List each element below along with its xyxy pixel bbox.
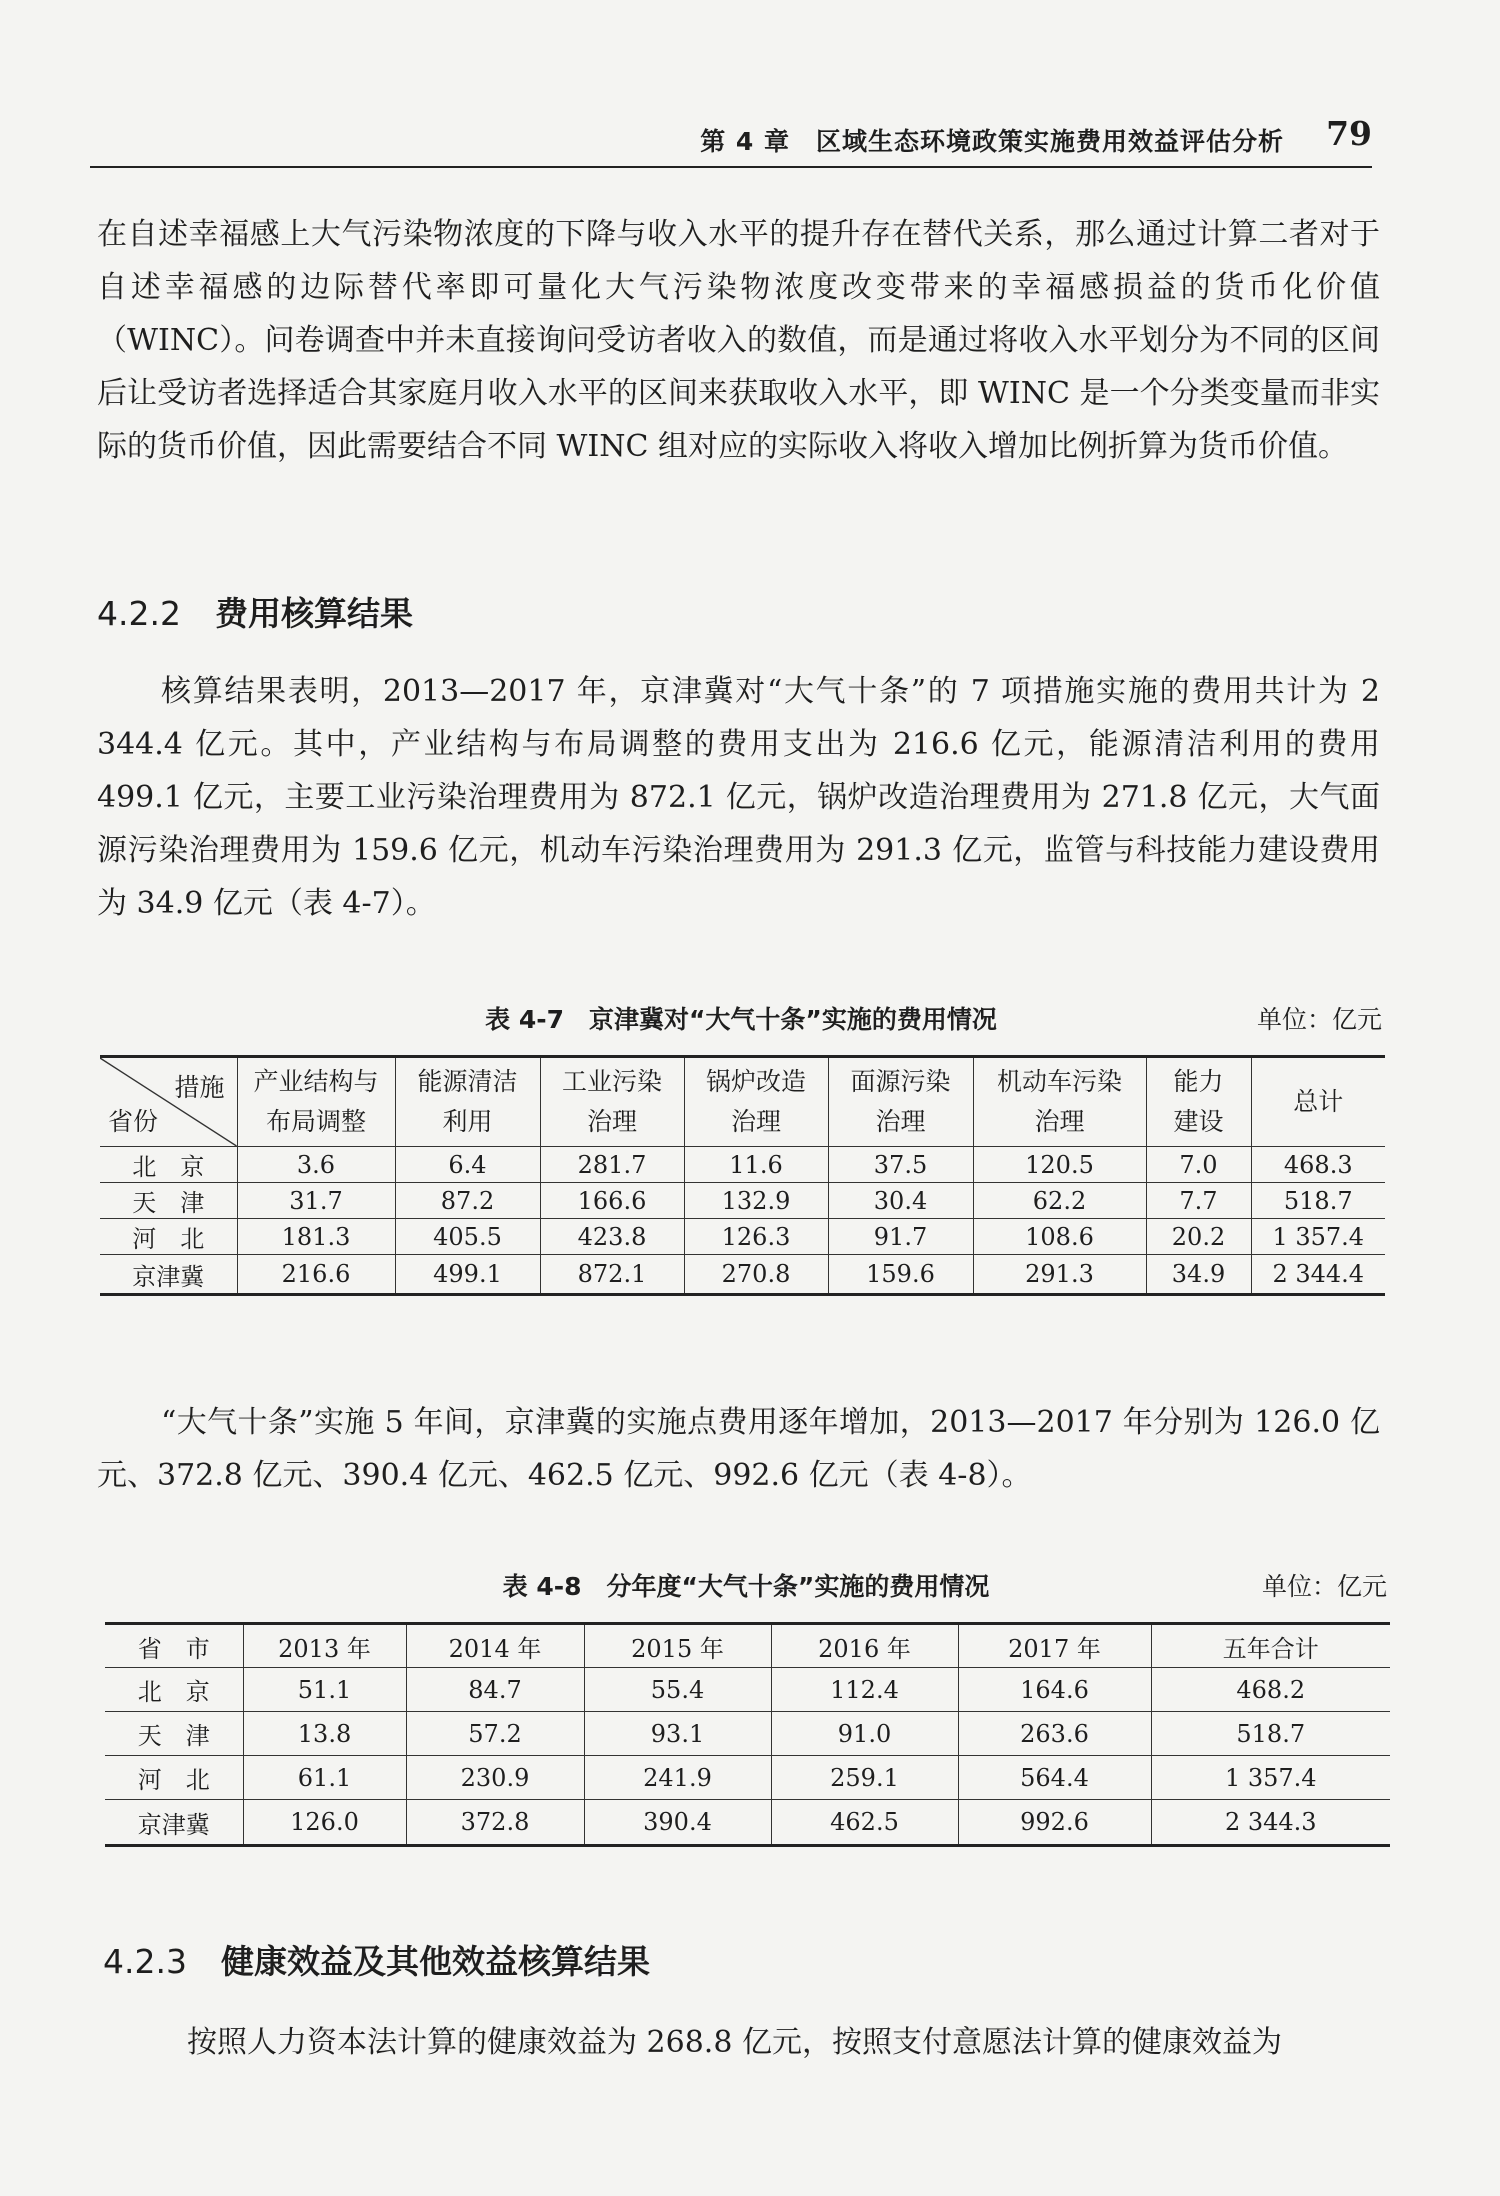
table-cell: 468.3: [1251, 1147, 1385, 1183]
table-4-8-column-header: 省 市: [105, 1624, 243, 1668]
running-header: [90, 112, 1372, 168]
row-label: 河 北: [105, 1756, 243, 1800]
table-4-8-column-header: 2017 年: [958, 1624, 1151, 1668]
cost-results-paragraph: 核算结果表明，2013—2017 年，京津冀对“大气十条”的 7 项措施实施的费用共计为 2 344.4 亿元。其中，产业结构与布局调整的费用支出为 216.6 亿元，能源清洁利用的费用 499.1 亿元，主要工业污染治理费用为 872.1 亿元，锅炉改造治理费用为 271.8 亿元，大气面源污染治理费用为 159.6 亿元，机动车污染治理费用为 291.3 亿元，监管与科技能力建设费用为 34.9 亿元（表 4-7）。: [97, 674, 1380, 921]
table-row: [100, 1255, 1385, 1295]
table-cell: 1 357.4: [1251, 1219, 1385, 1255]
table-cell: 51.1: [243, 1668, 406, 1712]
table-cell: 120.5: [973, 1147, 1146, 1183]
table-cell: 372.8: [406, 1800, 584, 1846]
table-cell: 108.6: [973, 1219, 1146, 1255]
row-label: 天 津: [105, 1712, 243, 1756]
table-row: [105, 1668, 1390, 1712]
table-cell: 34.9: [1146, 1255, 1251, 1295]
header-line: 产业结构与: [253, 1067, 379, 1096]
section-heading-4-2-3: [103, 1936, 650, 1983]
header-line: 治理: [730, 1107, 781, 1136]
table-cell: 468.2: [1151, 1668, 1390, 1712]
table-cell: 6.4: [395, 1147, 540, 1183]
table-4-7-column-header: [237, 1057, 395, 1147]
table-cell: 259.1: [771, 1756, 958, 1800]
table-4-8-caption-row: [105, 1567, 1387, 1607]
table-cell: 564.4: [958, 1756, 1151, 1800]
table-cell: 11.6: [684, 1147, 828, 1183]
table-row: [105, 1756, 1390, 1800]
table-row: [100, 1183, 1385, 1219]
table-cell: 87.2: [395, 1183, 540, 1219]
corner-label-province: 省份: [108, 1107, 159, 1136]
header-line: 能源清洁: [417, 1067, 518, 1096]
table-4-7: [100, 1055, 1385, 1296]
health-benefit-paragraph: 按照人力资本法计算的健康效益为 268.8 亿元，按照支付意愿法计算的健康效益为: [187, 2025, 1282, 2060]
table-cell: 164.6: [958, 1668, 1151, 1712]
table-cell: 518.7: [1251, 1183, 1385, 1219]
table-cell: 7.7: [1146, 1183, 1251, 1219]
table-cell: 241.9: [584, 1756, 771, 1800]
table-4-7-column-header: [395, 1057, 540, 1147]
table-row: [105, 1712, 1390, 1756]
annual-cost-paragraph: “大气十条”实施 5 年间，京津冀的实施点费用逐年增加，2013—2017 年分别为 126.0 亿元、372.8 亿元、390.4 亿元、462.5 亿元、992.6 亿元（表 4-8）。: [97, 1405, 1380, 1493]
table-4-8-caption: 表 4-8 分年度“大气十条”实施的费用情况: [502, 1572, 990, 1601]
table-cell: 57.2: [406, 1712, 584, 1756]
row-label: 天 津: [100, 1183, 237, 1219]
table-cell: 499.1: [395, 1255, 540, 1295]
table-cell: 7.0: [1146, 1147, 1251, 1183]
table-4-8-column-header: 2013 年: [243, 1624, 406, 1668]
table-cell: 159.6: [828, 1255, 973, 1295]
section-number: 4.2.2: [97, 594, 181, 633]
table-cell: 166.6: [540, 1183, 684, 1219]
table-cell: 132.9: [684, 1183, 828, 1219]
table-cell: 2 344.3: [1151, 1800, 1390, 1846]
table-cell: 93.1: [584, 1712, 771, 1756]
table-cell: 2 344.4: [1251, 1255, 1385, 1295]
table-4-7-column-header: [973, 1057, 1146, 1147]
table-cell: 1 357.4: [1151, 1756, 1390, 1800]
header-line: 工业污染: [561, 1067, 662, 1096]
table-4-7-column-header: [828, 1057, 973, 1147]
table-cell: 62.2: [973, 1183, 1146, 1219]
table-cell: 390.4: [584, 1800, 771, 1846]
table-cell: 181.3: [237, 1219, 395, 1255]
section-title: 费用核算结果: [214, 594, 413, 633]
section-heading-4-2-2: [97, 588, 413, 635]
table-cell: 216.6: [237, 1255, 395, 1295]
header-line: 机动车污染: [996, 1067, 1122, 1096]
section-title: 健康效益及其他效益核算结果: [220, 1942, 650, 1981]
table-4-8-column-header: 五年合计: [1151, 1624, 1390, 1668]
row-label: 京津冀: [105, 1800, 243, 1846]
table-cell: 291.3: [973, 1255, 1146, 1295]
header-line: 能力: [1173, 1067, 1224, 1096]
header-line: 建设: [1173, 1107, 1224, 1136]
table-cell: 61.1: [243, 1756, 406, 1800]
header-line: 利用: [442, 1107, 493, 1136]
row-label: 京津冀: [100, 1255, 237, 1295]
table-cell: 126.0: [243, 1800, 406, 1846]
header-line: 治理: [875, 1107, 926, 1136]
section-number: 4.2.3: [103, 1942, 187, 1981]
table-cell: 230.9: [406, 1756, 584, 1800]
table-4-8: [105, 1622, 1390, 1847]
table-cell: 112.4: [771, 1668, 958, 1712]
table-4-7-total-header: 总计: [1251, 1057, 1385, 1147]
table-4-8-header-row: [105, 1624, 1390, 1668]
table-cell: 13.8: [243, 1712, 406, 1756]
table-4-7-corner-cell: [100, 1057, 237, 1147]
table-cell: 518.7: [1151, 1712, 1390, 1756]
table-cell: 992.6: [958, 1800, 1151, 1846]
row-label: 河 北: [100, 1219, 237, 1255]
table-4-7-header-row: [100, 1057, 1385, 1147]
table-cell: 270.8: [684, 1255, 828, 1295]
table-4-7-caption: 表 4-7 京津冀对“大气十条”实施的费用情况: [485, 1005, 997, 1034]
table-4-7-column-header: [684, 1057, 828, 1147]
header-line: 锅炉改造: [705, 1067, 806, 1096]
table-cell: 423.8: [540, 1219, 684, 1255]
row-label: 北 京: [100, 1147, 237, 1183]
table-cell: 3.6: [237, 1147, 395, 1183]
table-cell: 281.7: [540, 1147, 684, 1183]
table-4-7-column-header: [540, 1057, 684, 1147]
row-label: 北 京: [105, 1668, 243, 1712]
page-number: 79: [1326, 114, 1372, 153]
corner-label-measures: 措施: [174, 1073, 225, 1102]
table-cell: 37.5: [828, 1147, 973, 1183]
table-cell: 91.0: [771, 1712, 958, 1756]
table-4-7-unit: 单位：亿元: [1256, 1005, 1382, 1034]
table-cell: 91.7: [828, 1219, 973, 1255]
table-4-8-column-header: 2014 年: [406, 1624, 584, 1668]
intro-paragraph: 在自述幸福感上大气污染物浓度的下降与收入水平的提升存在替代关系，那么通过计算二者对于自述幸福感的边际替代率即可量化大气污染物浓度改变带来的幸福感损益的货币化价值（WINC）。问卷调查中并未直接询问受访者收入的数值，而是通过将收入水平划分为不同的区间后让受访者选择适合其家庭月收入水平的区间来获取收入水平，即 WINC 是一个分类变量而非实际的货币价值，因此需要结合不同 WINC 组对应的实际收入将收入增加比例折算为货币价值。: [97, 217, 1380, 464]
table-4-7-column-header: [1146, 1057, 1251, 1147]
table-cell: 31.7: [237, 1183, 395, 1219]
table-cell: 405.5: [395, 1219, 540, 1255]
table-row: [100, 1147, 1385, 1183]
table-row: [100, 1219, 1385, 1255]
chapter-title: 第 4 章 区域生态环境政策实施费用效益评估分析: [700, 127, 1284, 156]
table-cell: 263.6: [958, 1712, 1151, 1756]
table-4-8-column-header: 2016 年: [771, 1624, 958, 1668]
table-cell: 462.5: [771, 1800, 958, 1846]
header-line: 布局调整: [265, 1107, 366, 1136]
header-line: 治理: [1034, 1107, 1085, 1136]
table-row: [105, 1800, 1390, 1846]
table-cell: 20.2: [1146, 1219, 1251, 1255]
table-4-8-column-header: 2015 年: [584, 1624, 771, 1668]
table-4-7-caption-row: [100, 1000, 1382, 1040]
header-line: 面源污染: [850, 1067, 951, 1096]
table-cell: 872.1: [540, 1255, 684, 1295]
table-cell: 30.4: [828, 1183, 973, 1219]
table-4-8-unit: 单位：亿元: [1261, 1572, 1387, 1601]
table-cell: 55.4: [584, 1668, 771, 1712]
table-cell: 84.7: [406, 1668, 584, 1712]
header-line: 治理: [586, 1107, 637, 1136]
table-cell: 126.3: [684, 1219, 828, 1255]
